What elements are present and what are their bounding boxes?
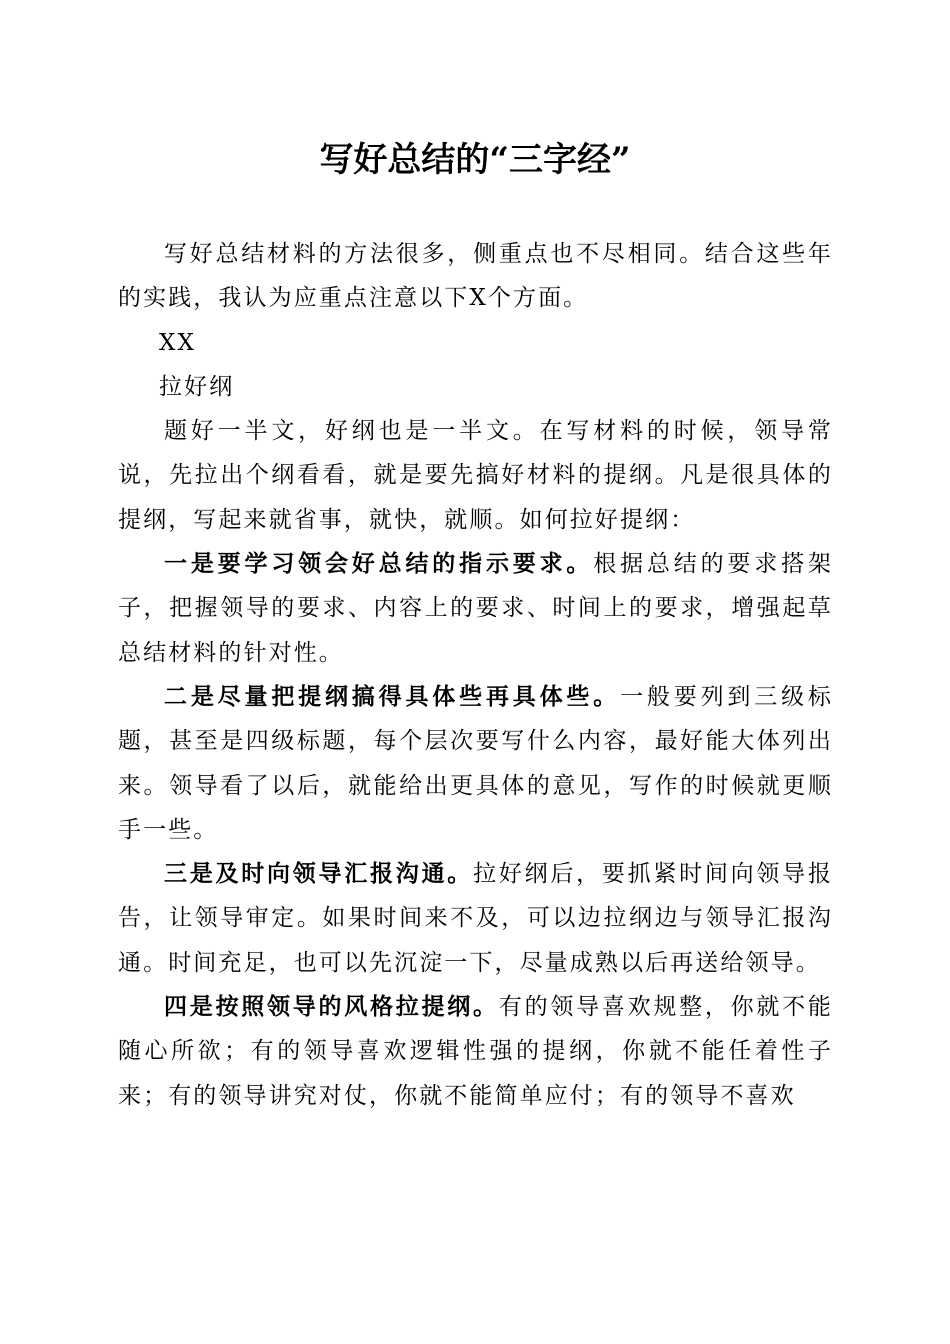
paragraph-lead: 三是及时向领导汇报沟通。 <box>164 860 474 888</box>
paragraph-text: 根据总结的要求搭架子，把握领导的要求、内容上的要求、时间上的要求，增强起草总结材料的针对性。 <box>118 551 833 666</box>
paragraph-text: 一般要列到三级标题，甚至是四级标题，每个层次要写什么内容，最好能大体列出来。领导看了以后，就能给出更具体的意见，写作的时候就更顺手一些。 <box>118 683 833 843</box>
paragraph-lead: 四是按照领导的风格拉提纲。 <box>164 993 499 1021</box>
paragraph-lead: 二是尽量把提纲搞得具体些再具体些。 <box>164 682 621 710</box>
document-body <box>118 232 833 1118</box>
paragraph-section-heading <box>118 365 833 409</box>
document-title: 写好总结的“三字经” <box>319 140 631 180</box>
paragraph-lead: 一是要学习领会好总结的指示要求。 <box>164 550 594 578</box>
paragraph-text: XX <box>159 329 196 356</box>
paragraph-text: 题好一半文，好纲也是一半文。在写材料的时候，领导常说，先拉出个纲看看，就是要先搞好材料的提纲。凡是很具体的提纲，写起来就省事，就快，就顺。如何拉好提纲： <box>118 418 833 533</box>
paragraph-section-number <box>118 321 833 365</box>
paragraph-text: 写好总结材料的方法很多，侧重点也不尽相同。结合这些年的实践，我认为应重点注意以下X个方面。 <box>118 241 833 312</box>
paragraph-point-4 <box>118 985 833 1118</box>
paragraph-point-3 <box>118 852 833 985</box>
paragraph-intro <box>118 232 833 321</box>
paragraph-text: 拉好纲后，要抓紧时间向领导报告，让领导审定。如果时间来不及，可以边拉纲边与领导汇报沟通。时间充足，也可以先沉淀一下，尽量成熟以后再送给领导。 <box>118 861 834 976</box>
paragraph-point-1 <box>118 542 833 675</box>
paragraph-text: 有的领导喜欢规整，你就不能随心所欲；有的领导喜欢逻辑性强的提纲，你就不能任着性子来；有的领导讲究对仗，你就不能简单应付；有的领导不喜欢 <box>118 994 833 1109</box>
paragraph-point-2 <box>118 675 833 852</box>
paragraph-section-intro <box>118 409 833 542</box>
paragraph-text: 拉好纲 <box>159 373 235 400</box>
